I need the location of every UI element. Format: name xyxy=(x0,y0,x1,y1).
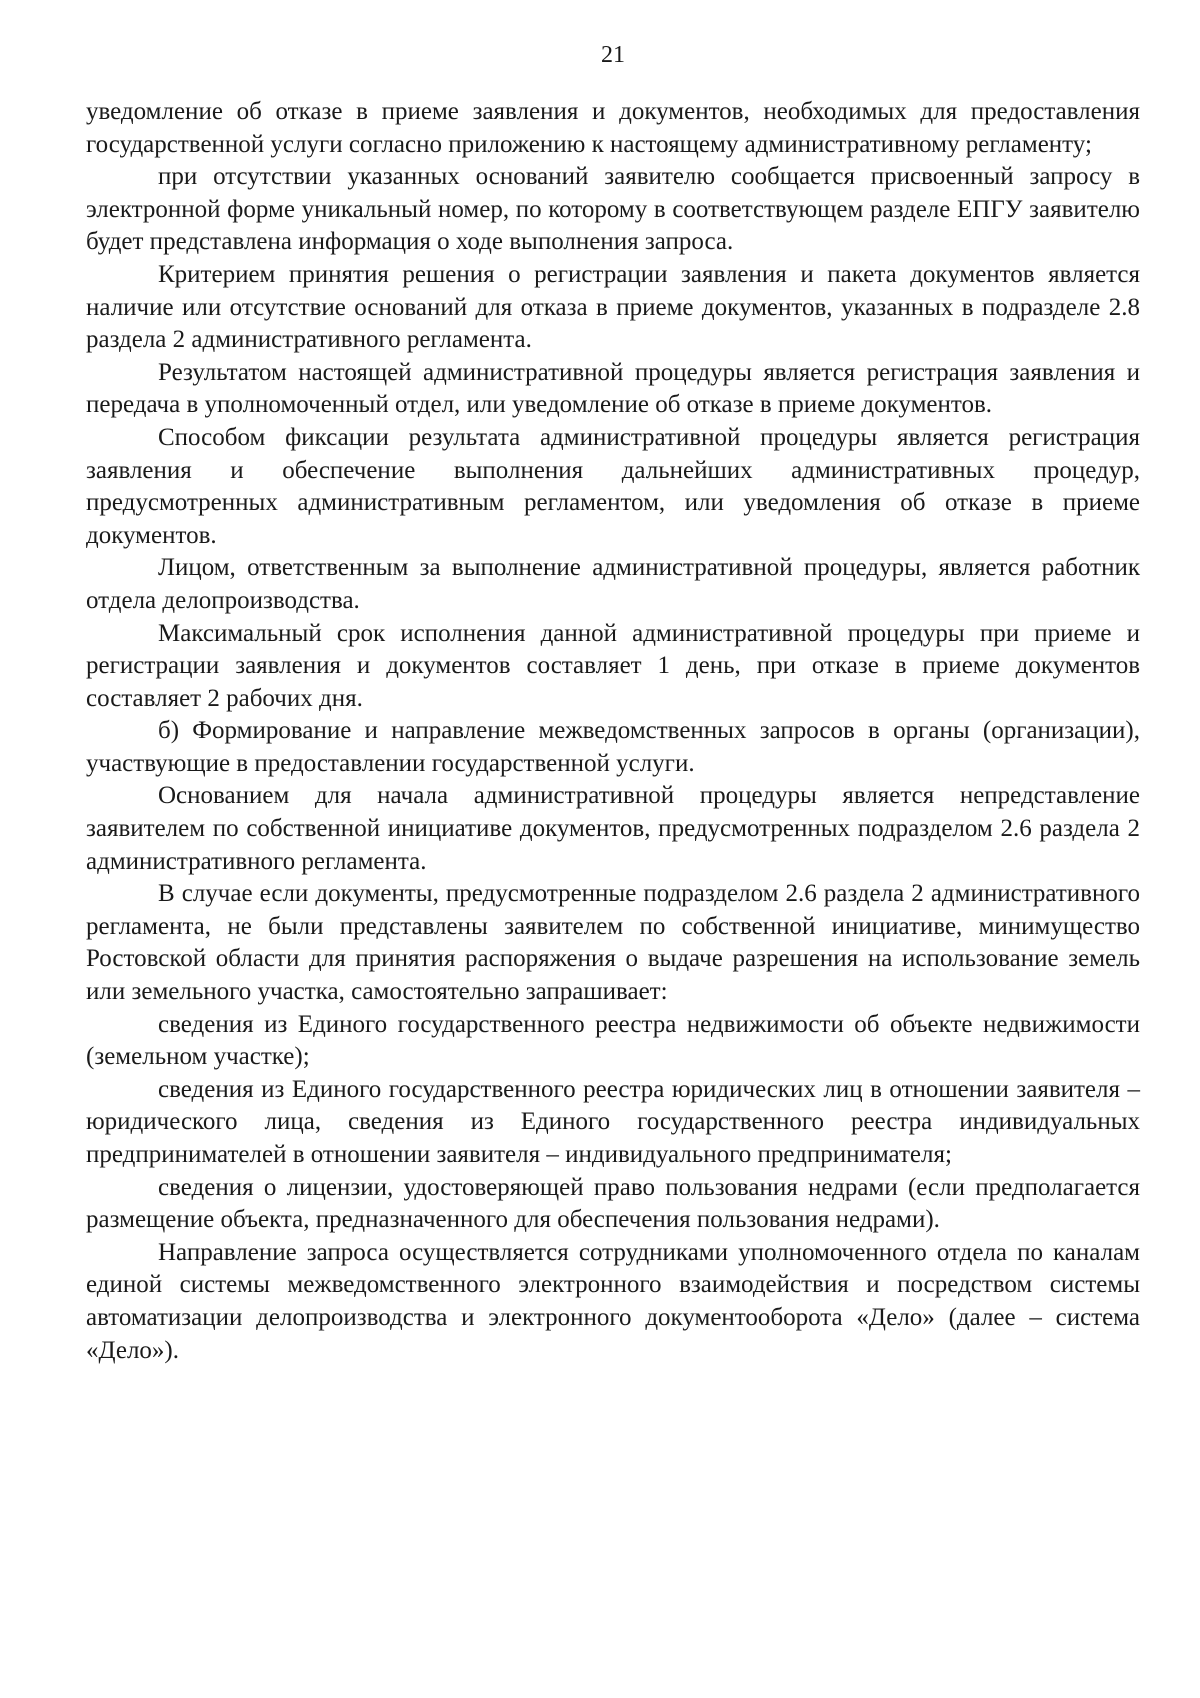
paragraph-procedure-basis: Основанием для начала административной процедуры является непредставление заявителем по собственной инициативе документов, предусмотренных подразделом 2.6 раздела 2 административного регламента. xyxy=(86,782,1140,875)
paragraph-real-estate-registry: сведения из Единого государственного реестра недвижимости об объекте недвижимости (земельном участке); xyxy=(86,1010,1140,1071)
paragraph-request-channels: Направление запроса осуществляется сотрудниками уполномоченного отдела по каналам единой системы межведомственного электронного взаимодействия и посредством системы автоматизации делопроизводства и электронного документооборота «Дело» (далее – система «Дело»). xyxy=(86,1238,1140,1364)
paragraph-max-term: Максимальный срок исполнения данной административной процедуры при приеме и регистрации заявления и документов составляет 1 день, при отказе в приеме документов составляет 2 рабочих дня. xyxy=(86,619,1140,712)
paragraph-legal-entities-registry: сведения из Единого государственного реестра юридических лиц в отношении заявителя – юридического лица, сведения из Единого государственного реестра индивидуальных предпринимателей в отношении заявителя – индивидуального предпринимателя; xyxy=(86,1075,1140,1168)
paragraph-subsoil-license: сведения о лицензии, удостоверяющей право пользования недрами (если предполагается размещение объекта, предназначенного для обеспечения пользования недрами). xyxy=(86,1173,1140,1234)
page-number: 21 xyxy=(601,42,625,68)
paragraph-decision-criterion: Критерием принятия решения о регистрации заявления и пакета документов является наличие или отсутствие оснований для отказа в приеме документов, указанных в подразделе 2.8 раздела 2 административного регламента. xyxy=(86,260,1140,354)
paragraph-unique-number: при отсутствии указанных оснований заявителю сообщается присвоенный запросу в электронной форме уникальный номер, по которому в соответствующем разделе ЕПГУ заявителю будет представлена информация о ходе выполнения запроса. xyxy=(86,163,1140,256)
paragraph-responsible-person: Лицом, ответственным за выполнение административной процедуры, является работник отдела делопроизводства. xyxy=(86,554,1140,614)
paragraph-self-request: В случае если документы, предусмотренные подразделом 2.6 раздела 2 административного регламента, не были представлены заявителем по собственной инициативе, минимущество Ростовской области для принятия распоряжения о выдаче разрешения на использование земель или земельного участка, самостоятельно запрашивает: xyxy=(86,880,1140,1006)
paragraph-recording-method: Способом фиксации результата административной процедуры является регистрация заявления и обеспечение выполнения дальнейших административных процедур, предусмотренных административным регламентом, или уведомления об отказе в приеме документов. xyxy=(86,423,1140,549)
paragraph-procedure-result: Результатом настоящей административной процедуры является регистрация заявления и передача в уполномоченный отдел, или уведомление об отказе в приеме документов. xyxy=(86,358,1140,419)
paragraph-interagency-requests-heading: б) Формирование и направление межведомственных запросов в органы (организации), участвующие в предоставлении государственной услуги. xyxy=(86,717,1140,777)
paragraph-rejection-notice: уведомление об отказе в приеме заявления и документов, необходимых для предоставления государственной услуги согласно приложению к настоящему административному регламенту; xyxy=(86,98,1140,158)
document-body xyxy=(86,96,1140,1367)
